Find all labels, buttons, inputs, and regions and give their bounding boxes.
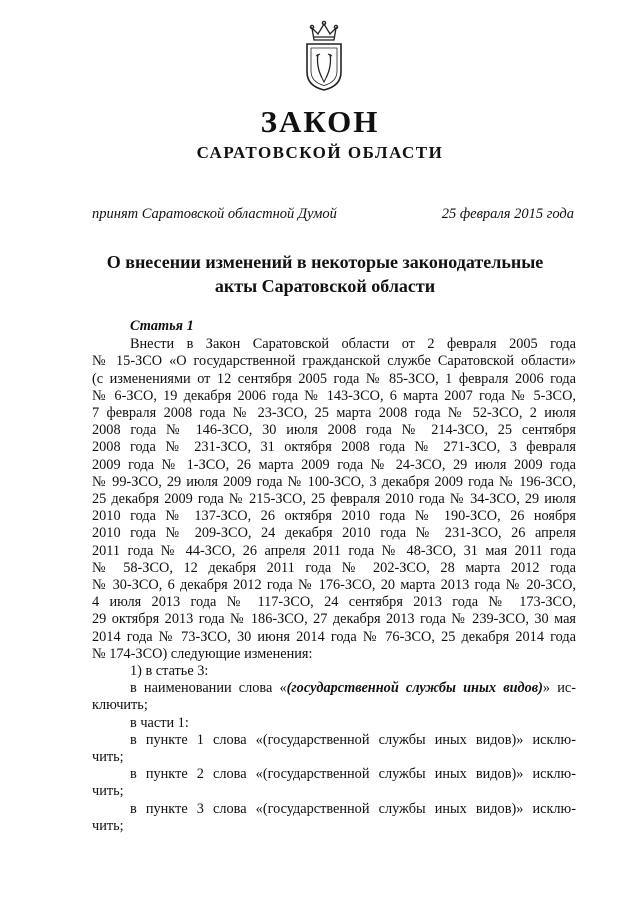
document-heading bbox=[70, 250, 580, 298]
coat-of-arms-emblem bbox=[302, 20, 346, 92]
point-3-tail: чить; bbox=[92, 817, 124, 834]
text-line: 4 июля 2013 года № 117-ЗСО, 24 сентября 2013 года № 173-ЗСО, bbox=[92, 594, 576, 611]
text-line: № 174-ЗСО) следующие изменения: bbox=[92, 645, 313, 662]
part-1: в части 1: bbox=[130, 714, 189, 731]
shield-icon bbox=[307, 44, 341, 90]
item-1: 1) в статье 3: bbox=[130, 663, 209, 680]
adopted-by: принят Саратовской областной Думой bbox=[92, 206, 337, 222]
text-line: 2010 года № 209-ЗСО, 24 декабря 2010 года № 231-ЗСО, 26 апреля bbox=[92, 525, 576, 542]
point-2-tail: чить; bbox=[92, 783, 124, 800]
text-line: № 6-ЗСО, 19 декабря 2006 года № 143-ЗСО, 6 марта 2007 года № 5-ЗСО, bbox=[92, 387, 576, 404]
text-line: 29 октября 2013 года № 186-ЗСО, 27 декабря 2013 года № 239-ЗСО, 30 мая bbox=[92, 611, 576, 628]
point-1-tail: чить; bbox=[92, 749, 124, 766]
region-name: САРАТОВСКОЙ ОБЛАСТИ bbox=[196, 143, 444, 162]
article-label: Статья 1 bbox=[130, 318, 194, 334]
text-line: 2011 года № 44-ЗСО, 26 апреля 2011 года № 48-ЗСО, 31 мая 2011 года bbox=[92, 542, 576, 559]
article-body bbox=[92, 318, 576, 835]
heading-line-2: акты Саратовской области bbox=[214, 276, 436, 296]
text-line: 2008 года № 231-ЗСО, 31 октября 2008 года № 271-ЗСО, 3 февраля bbox=[92, 439, 576, 456]
point-2-line: в пункте 2 слова «(государственной службы иных видов)» исклю- bbox=[130, 766, 576, 783]
name-clause-line bbox=[92, 680, 576, 697]
text-line: № 58-ЗСО, 12 декабря 2011 года № 202-ЗСО, 28 марта 2012 года bbox=[92, 559, 576, 576]
text-line: 7 февраля 2008 года № 23-ЗСО, 25 марта 2008 года № 52-ЗСО, 2 июля bbox=[92, 405, 576, 422]
text-line: 25 декабря 2009 года № 215-ЗСО, 25 февраля 2010 года № 34-ЗСО, 29 июля bbox=[92, 491, 576, 508]
text-line: 2014 года № 73-ЗСО, 30 июня 2014 года № 76-ЗСО, 25 декабря 2014 года bbox=[92, 628, 576, 645]
name-clause-tail: ключить; bbox=[92, 697, 148, 714]
text-line: № 15-ЗСО «О государственной гражданской службе Саратовской области» bbox=[92, 353, 576, 370]
text-line: 2008 года № 146-ЗСО, 30 июля 2008 года № 214-ЗСО, 25 сентября bbox=[92, 422, 576, 439]
point-1-line: в пункте 1 слова «(государственной службы иных видов)» исклю- bbox=[130, 731, 576, 748]
heading-line-1: О внесении изменений в некоторые законодательные bbox=[106, 252, 544, 272]
crown-icon bbox=[310, 21, 337, 40]
name-clause-emphasis: (государственной службы иных видов) bbox=[286, 680, 543, 697]
name-clause-pre: в наименовании слова « bbox=[130, 680, 287, 697]
name-clause-post: » ис- bbox=[542, 680, 576, 697]
text-line: 2010 года № 137-ЗСО, 26 октября 2010 года № 190-ЗСО, 26 ноября bbox=[92, 508, 576, 525]
text-line: № 30-ЗСО, 6 декабря 2012 года № 176-ЗСО, 20 марта 2013 года № 20-ЗСО, bbox=[92, 577, 576, 594]
text-line: (с изменениями от 12 сентября 2005 года № 85-ЗСО, 1 февраля 2006 года bbox=[92, 370, 576, 387]
text-line: 2009 года № 1-ЗСО, 26 марта 2009 года № 24-ЗСО, 29 июля 2009 года bbox=[92, 456, 576, 473]
adoption-line bbox=[92, 204, 574, 224]
adopted-date: 25 февраля 2015 года bbox=[441, 206, 574, 222]
text-line: № 99-ЗСО, 29 июля 2009 года № 100-ЗСО, 3 декабря 2009 года № 196-ЗСО, bbox=[92, 473, 576, 490]
law-title: ЗАКОН bbox=[260, 104, 380, 139]
text-line: Внести в Закон Саратовской области от 2 февраля 2005 года bbox=[130, 336, 576, 353]
point-3-line: в пункте 3 слова «(государственной службы иных видов)» исклю- bbox=[130, 800, 576, 817]
